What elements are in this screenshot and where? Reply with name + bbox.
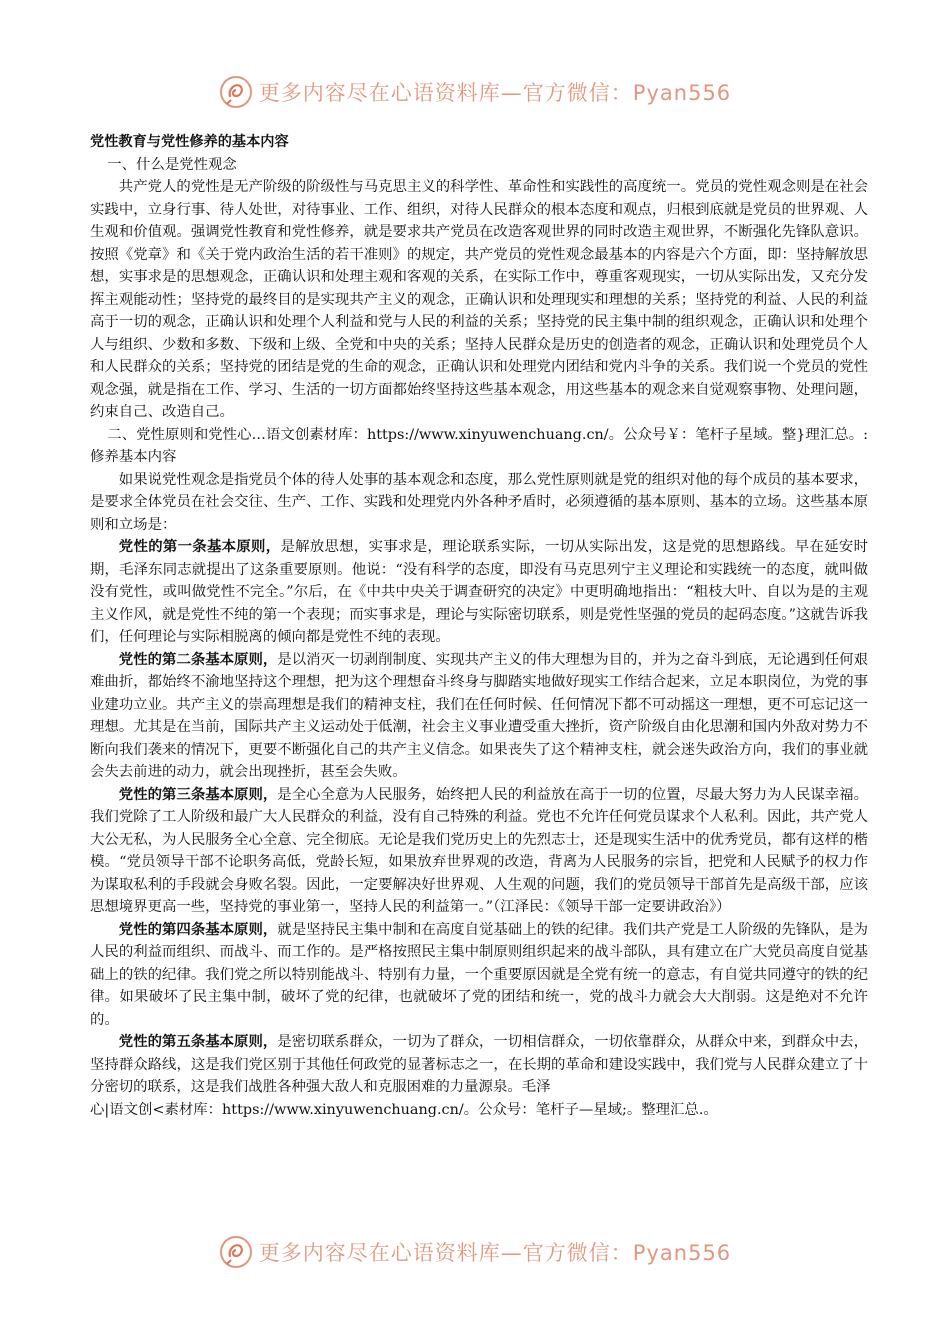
watermark-text: 更多内容尽在心语资料库—官方微信：Pyan556 [258, 81, 732, 105]
section-heading-1: 一、什么是党性观念 [107, 156, 237, 173]
watermark-banner-top [0, 72, 950, 112]
document-body [90, 131, 868, 1121]
principle-2 [90, 649, 868, 784]
watermark-text: 更多内容尽在心语资料库—官方微信：Pyan556 [258, 1241, 732, 1265]
principle-2-text: 是以消灭一切剥削制度、实现共产主义的伟大理想为目的，并为之奋斗到底，无论遇到任何艰难曲折，都始终不渝地坚持这个理想，把为这个理想奋斗终身与脚踏实地做好现实工作结合起来，立足本职岗位，为党的事业建功立业。共产主义的崇高理想是我们的精神支柱，我们在任何时候、任何情况下都不可动摇这一理想，更不可忘记这一理想。尤其是在当前，国际共产主义运动处于低潮，社会主义事业遭受重大挫折，资产阶级自由化思潮和国内外敌对势力不断向我们袭来的情况下，更要不断强化自己的共产主义信念。如果丧失了这个精神支柱，就会迷失政治方向，我们的事业就会失去前进的动力，就会出现挫折，甚至会失败。 [90, 651, 868, 780]
principle-5 [90, 1031, 868, 1099]
principle-2-lead: 党性的第二条基本原则， [118, 651, 278, 668]
rose-logo-icon [219, 1235, 253, 1269]
principle-4-text: 就是坚持民主集中制和在高度自觉基础上的铁的纪律。我们共产党是工人阶级的先锋队，是为人民的利益而组织、而战斗、而工作的。是严格按照民主集中制原则组织起来的战斗部队，具有建立在广大党员高度自觉基础上的铁的纪律。我们党之所以特别能战斗、特别有力量，一个重要原因就是全党有统一的意志，有自觉共同遵守的铁的纪律。如果破坏了民主集中制，破坏了党的纪律，也就破坏了党的团结和统一，党的战斗力就会大大削弱。这是绝对不允许的。 [90, 921, 868, 1028]
principle-1-lead: 党性的第一条基本原则， [118, 539, 281, 555]
paragraph-1: 共产党人的党性是无产阶级的阶级性与马克思主义的科学性、革命性和实践性的高度统一。党员的党性观念则是在社会实践中，立身行事、待人处世，对待事业、工作、组织，对待人民群众的根本态度和观点，归根到底就是党员的世界观、人生观和价值观。强调党性教育和党性修养，就是要求共产党员在改造客观世界的同时改造主观世界，不断强化先锋队意识。按照《党章》和《关于党内政治生活的若干准则》的规定，共产党员的党性观念最基本的内容是六个方面，即：坚持解放思想，实事求是的思想观念，正确认识和处理主观和客观的关系，在实际工作中，尊重客观现实，一切从实际出发，又充分发挥主观能动性；坚持党的最终目的是实现共产主义的观念，正确认识和处理现实和理想的关系；坚持党的利益、人民的利益高于一切的观念，正确认识和处理个人利益和党与人民的利益的关系；坚持党的民主集中制的组织观念，正确认识和处理个人与组织、少数和多数、下级和上级、全党和中央的关系；坚持人民群众是历史的创造者的观念，正确认识和处理党员个人和人民群众的关系；坚持党的团结是党的生命的观念，正确认识和处理党内团结和党内斗争的关系。我们说一个党员的党性观念强，就是指在工作、学习、生活的一切方面都始终坚持这些基本观念，用这些基本的观念来自觉观察事物、处理问题，约束自己、改造自己。 [90, 179, 868, 420]
paragraph-2: 如果说党性观念是指党员个体的待人处事的基本观念和态度，那么党性原则就是党的组织对他的每个成员的基本要求，是要求全体党员在社会交往、生产、工作、实践和处理党内外各种矛盾时，必须遵循的基本原则、基本的立场。这些基本原则和立场是： [90, 471, 868, 533]
rose-logo-icon [219, 75, 253, 109]
principle-4-lead: 党性的第四条基本原则， [118, 921, 278, 938]
principle-5-lead: 党性的第五条基本原则， [118, 1034, 278, 1050]
page-title: 党性教育与党性修养的基本内容 [90, 134, 289, 150]
principle-3 [90, 784, 868, 919]
principle-1 [90, 536, 868, 649]
principle-1-text: 是解放思想，实事求是，理论联系实际，一切从实际出发，这是党的思想路线。早在延安时期，毛泽东同志就提出了这条重要原则。他说：“没有科学的态度，即没有马克思列宁主义理论和实践统一的态度，就叫做没有党性，或叫做党性不完全。”尔后，在《中共中央关于调查研究的决定》中更明确地指出：“粗枝大叶、自以为是的主观主义作风，就是党性不纯的第一个表现；而实事求是，理论与实际密切联系，则是党性坚强的党员的起码态度。”这就告诉我们，任何理论与实际相脱离的倾向都是党性不纯的表现。 [90, 539, 868, 645]
section-heading-2: 二、党性原则和党性心…语文创素材库：https://www.xinyuwenchuang.cn/。公众号￥：笔杆子星域。整}理汇总。:修养基本内容 [90, 426, 868, 465]
watermark-banner-bottom [0, 1232, 950, 1272]
principle-3-lead: 党性的第三条基本原则， [118, 786, 278, 803]
principle-5-text: 是密切联系群众，一切为了群众，一切相信群众，一切依靠群众，从群众中来，到群众中去，坚持群众路线，这是我们党区别于其他任何政党的显著标志之一，在长期的革命和建设实践中，我们党与人民群众建立了十分密切的联系，这是我们战胜各种强大敌人和克服困难的力量源泉。毛泽 [90, 1034, 868, 1095]
principle-4 [90, 919, 868, 1032]
principle-3-text: 是全心全意为人民服务，始终把人民的利益放在高于一切的位置，尽最大努力为人民谋幸福。我们党除了工人阶级和最广大人民群众的利益，没有自己特殊的利益。党也不允许任何党员谋求个人私利。因此，共产党人大公无私，为人民服务全心全意、完全彻底。无论是我们党历史上的先烈志士，还是现实生活中的优秀党员，都有这样的楷模。“党员领导干部不论职务高低，党龄长短，如果放弃世界观的改造，背离为人民服务的宗旨，把党和人民赋予的权力作为谋取私利的手段就会身败名裂。因此，一定要解决好世界观、人生观的问题，我们的党员领导干部首先是高级干部，应该思想境界更高一些，坚持党的事业第一，坚持人民的利益第一。”（江泽民：《领导干部一定要讲政治》） [90, 786, 868, 915]
footer-source-line: 心|语文创<素材库：https://www.xinyuwenchuang.cn/。公众号：笔杆子—星域;。整理汇总.。 [90, 1101, 718, 1118]
